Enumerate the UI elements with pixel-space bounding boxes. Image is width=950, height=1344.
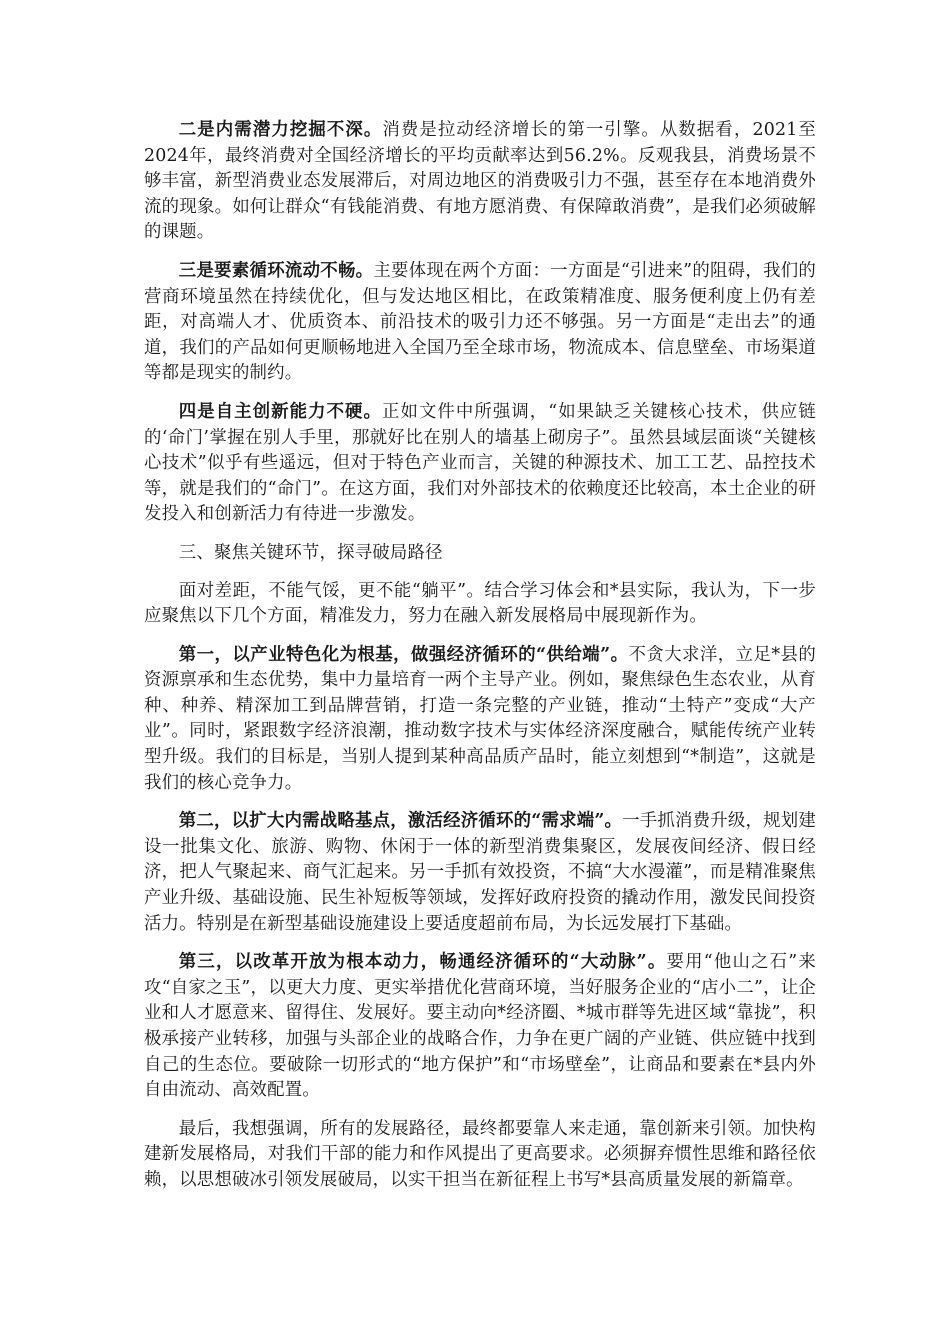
- paragraph-heading: 二是内需潜力挖掘不深。: [178, 120, 383, 140]
- paragraph-heading: 第二，以扩大内需战略基点，激活经济循环的“需求端”。: [178, 811, 623, 832]
- paragraph-body: 最后，我想强调，所有的发展路径，最终都要靠人来走通，靠创新来引领。加快构建新发展格局，对我们干部的能力和作风提出了更高要求。必须摒弃惯性思维和路径依赖，以思想破冰引领发展破局，以实干担当在新征程上书写*县高质量发展的新篇章。: [144, 1118, 816, 1190]
- section-heading: [144, 541, 816, 567]
- paragraph-body: 主要体现在两个方面：一方面是“引进来”的阻碍，我们的营商环境虽然在持续优化，但与发达地区相比，在政策精准度、服务便利度上仍有差距，对高端人才、优质资本、前沿技术的吸引力还不够强。另一方面是“走出去”的通道，我们的产品如何更顺畅地进入全国乃至全球市场，物流成本、信息壁垒、市场渠道等都是现实的制约。: [144, 260, 817, 384]
- paragraph-body: 消费是拉动经济增长的第一引擎。从数据看，2021至2024年，最终消费对全国经济增长的平均贡献率达到56.2%。反观我县，消费场景不够丰富，新型消费业态发展滞后，对周边地区的消费吸引力不强，甚至存在本地消费外流的现象。如何让群众“有钱能消费、有地方愿消费、有保障敢消费”，是我们必须破解的课题。: [144, 120, 817, 243]
- paragraph-body: 要用“他山之石”来攻“自家之玉”，以更大力度、更实举措优化营商环境，当好服务企业的“店小二”，让企业和人才愿意来、留得住、发展好。要主动向*经济圈、*城市群等先进区域“靠拢”，积极承接产业转移，加强与头部企业的战略合作，力争在更广阔的产业链、供应链中找到自己的生态位。要破除一切形式的“地方保护”和“市场壁垒”，让商品和要素在*县内外自由流动、高效配置。: [144, 952, 816, 1101]
- paragraph-conclusion: [144, 1117, 816, 1194]
- paragraph-intro: [144, 579, 816, 630]
- paragraph-demand: [144, 809, 816, 937]
- paragraph-heading: 三是要素循环流动不畅。: [178, 260, 374, 281]
- paragraph-body: 不贪大求洋，立足*县的资源禀承和生态优势，集中力量培育一两个主导产业。例如，聚焦绿色生态农业，从育种、种养、精深加工到品牌营销，打造一条完整的产业链，推动“土特产”变成“大产业”。同时，紧跟数字经济浪潮，推动数字技术与实体经济深度融合，赋能传统产业转型升级。我们的目标是，当别人提到某种高品质产品时，能立刻想到“*制造”，这就是我们的核心竞争力。: [144, 644, 816, 793]
- paragraph-body: 正如文件中所强调，“如果缺乏关键核心技术，供应链的‘命门’掌握在别人手里，那就好比在别人的墙基上砌房子”。虽然县域层面谈“关键核心技术”似乎有些遥远，但对于特色产业而言，关键的种源技术、加工工艺、品控技术等，就是我们的“命门”。在这方面，我们对外部技术的依赖度还比较高，本土企业的研发投入和创新活力有待进一步激发。: [144, 401, 816, 525]
- paragraph-heading: 第三，以改革开放为根本动力，畅通经济循环的“大动脉”。: [178, 952, 667, 973]
- paragraph-heading: 四是自主创新能力不硬。: [178, 401, 383, 422]
- paragraph-body: 一手抓消费升级，规划建设一批集文化、旅游、购物、休闲于一体的新型消费集聚区，发展夜间经济、假日经济，把人气聚起来、商气汇起来。另一手抓有效投资，不搞“大水漫灌”，而是精准聚焦产业升级、基础设施、民生补短板等领域，发挥好政府投资的撬动作用，激发民间投资活力。特别是在新型基础设施建设上要适度超前布局，为长远发展打下基础。: [144, 811, 816, 934]
- paragraph-heading: 第一，以产业特色化为根基，做强经济循环的“供给端”。: [178, 644, 629, 665]
- paragraph-body: 面对差距，不能气馁，更不能“躺平”。结合学习体会和*县实际，我认为，下一步应聚焦以下几个方面，精准发力，努力在融入新发展格局中展现新作为。: [144, 580, 816, 627]
- paragraph-reform: [144, 950, 816, 1104]
- paragraph-factor-circulation: [144, 259, 816, 387]
- section-heading-text: 三、聚焦关键环节，探寻破局路径: [178, 542, 443, 563]
- document-page: [144, 118, 816, 1207]
- paragraph-domestic-demand: [144, 118, 816, 246]
- paragraph-supply: [144, 643, 816, 797]
- paragraph-innovation: [144, 400, 816, 528]
